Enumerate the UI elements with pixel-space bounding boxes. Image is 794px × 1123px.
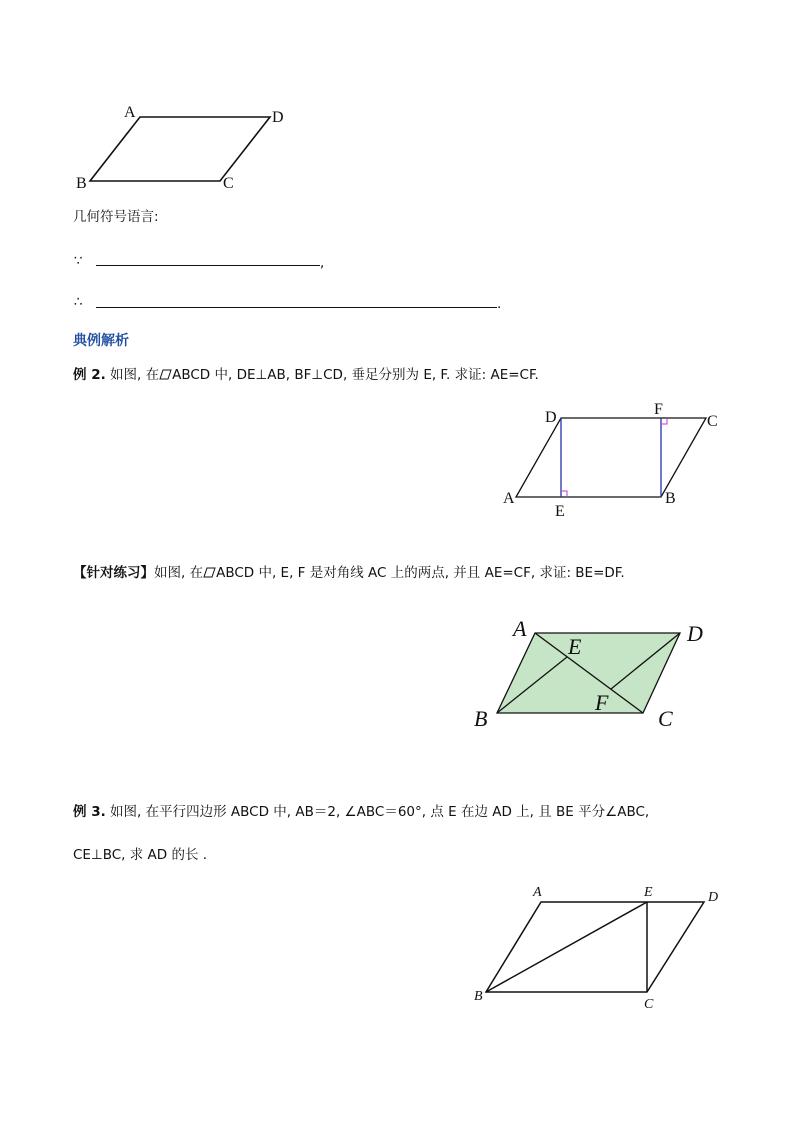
symbol-language-heading: 几何符号语言: — [73, 209, 159, 225]
example3-label-d: D — [708, 890, 719, 905]
example2-label-a: A — [503, 490, 515, 507]
practice-label-c: C — [658, 706, 673, 731]
example2-label-c: C — [707, 413, 718, 430]
practice-label-e: E — [568, 634, 582, 659]
vertex-label-a: A — [124, 104, 136, 121]
because-symbol: ∵ — [74, 253, 83, 269]
practice-text-before: 如图, 在 — [154, 565, 204, 581]
practice-label-a: A — [513, 616, 527, 641]
example3-line2: CE⊥BC, 求 AD 的长 . — [73, 847, 208, 863]
example3-segment-be — [486, 902, 647, 992]
example3-text-line1: 如图, 在平行四边形 ABCD 中, AB＝2, ∠ABC＝60°, 点 E 在边 AD 上, 且 BE 平分∠ABC, — [110, 804, 650, 820]
therefore-period: . — [497, 296, 502, 312]
practice-tag: 【针对练习】 — [73, 565, 154, 581]
example3-label-e: E — [644, 885, 653, 900]
example2-text-before: 如图, 在 — [110, 367, 160, 383]
example3-label-a: A — [533, 885, 542, 900]
vertex-label-d: D — [272, 109, 284, 126]
section-title: 典例解析 — [73, 333, 129, 349]
practice-label-b: B — [474, 706, 488, 731]
example2-label-f: F — [654, 401, 663, 418]
therefore-symbol: ∴ — [74, 294, 83, 310]
vertex-label-b: B — [76, 175, 87, 192]
example3-parallelogram — [486, 902, 704, 992]
practice-label-f: F — [595, 690, 609, 715]
example3-label-c: C — [644, 997, 654, 1012]
example2-number: 例 2. — [73, 367, 106, 383]
example3-label-b: B — [474, 989, 483, 1004]
example2-label-b: B — [665, 490, 676, 507]
example2-label-e: E — [555, 503, 565, 520]
practice-label-d: D — [687, 621, 703, 646]
because-comma: , — [320, 255, 325, 271]
vertex-label-c: C — [223, 175, 234, 192]
example2-label-d: D — [545, 409, 557, 426]
example3-number: 例 3. — [73, 804, 106, 820]
practice-text-after: ABCD 中, E, F 是对角线 AC 上的两点, 并且 AE=CF, 求证: BE=DF. — [216, 565, 625, 581]
example2-text-after: ABCD 中, DE⊥AB, BF⊥CD, 垂足分别为 E, F. 求证: AE=CF. — [172, 367, 539, 383]
